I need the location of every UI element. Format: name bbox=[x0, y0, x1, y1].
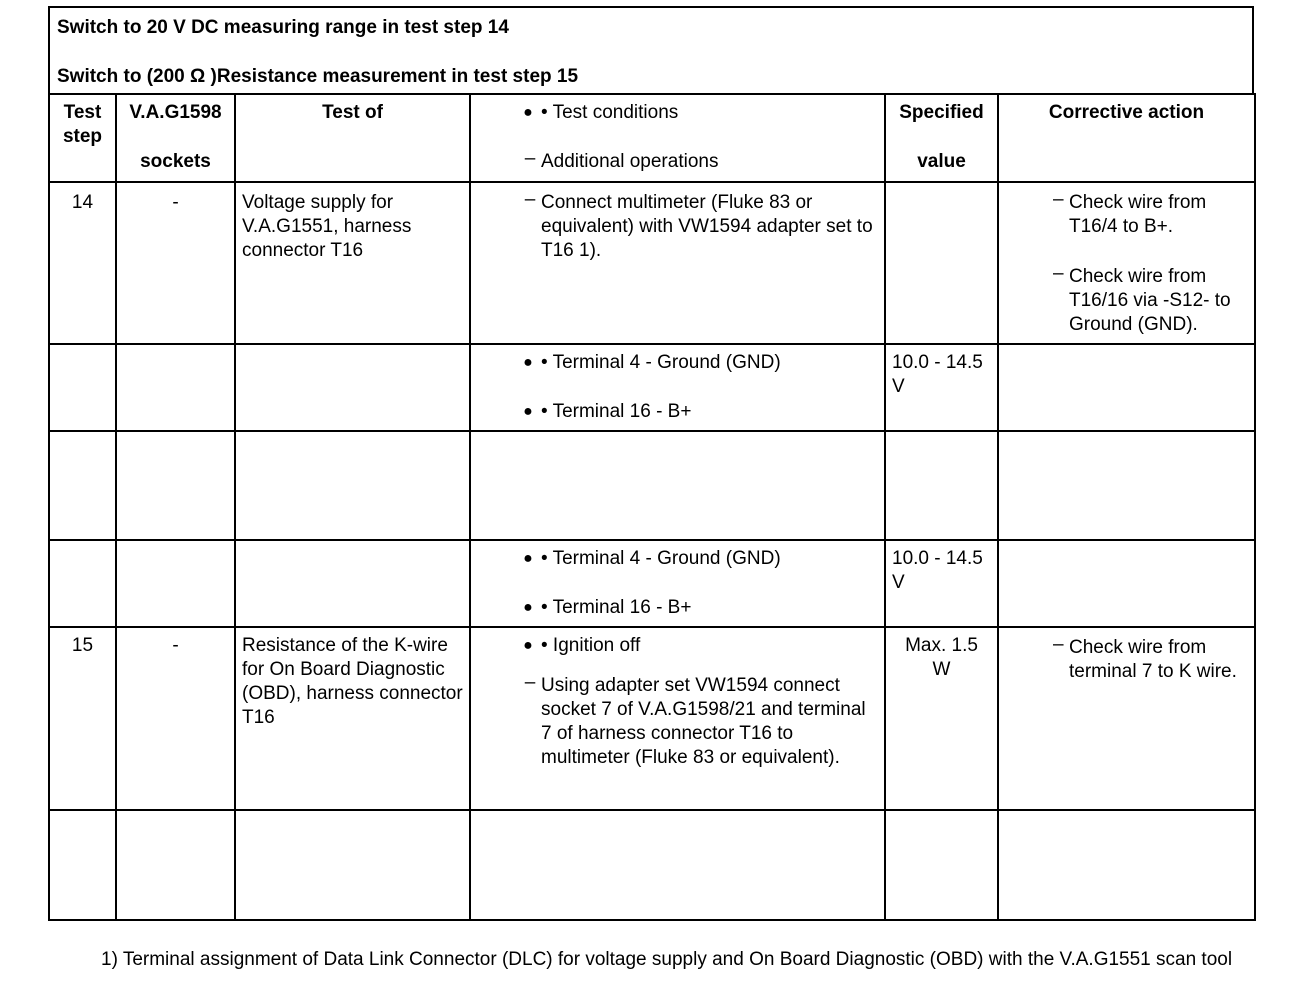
list-item: – Additional operations bbox=[524, 148, 719, 172]
dash-icon: – bbox=[1053, 189, 1064, 210]
cell-step: 14 bbox=[49, 182, 116, 344]
cell-sockets bbox=[116, 344, 235, 431]
header-line-1: Switch to 20 V DC measuring range in test step 14 bbox=[57, 17, 509, 38]
bullet-icon: ● bbox=[523, 104, 533, 121]
dash-icon: – bbox=[524, 189, 536, 210]
cell-corrective bbox=[998, 627, 1255, 810]
cell-specified bbox=[885, 431, 998, 540]
bullet-icon: ● bbox=[523, 550, 533, 567]
column-header-sockets: V.A.G1598 sockets bbox=[116, 94, 235, 182]
column-header-test-step: Test step bbox=[49, 94, 116, 182]
cell-conditions bbox=[470, 540, 885, 627]
column-header-test-of: Test of bbox=[235, 94, 470, 182]
cell-corrective bbox=[998, 431, 1255, 540]
cell-sockets bbox=[116, 810, 235, 920]
cell-specified: 10.0 - 14.5 V bbox=[885, 540, 998, 627]
cell-test-of bbox=[235, 431, 470, 540]
cell-corrective bbox=[998, 344, 1255, 431]
cell-specified: Max. 1.5 W bbox=[885, 627, 998, 810]
cell-step bbox=[49, 431, 116, 540]
bullet-icon: ● bbox=[523, 403, 533, 420]
cell-sockets bbox=[116, 540, 235, 627]
bullet-icon: ● bbox=[523, 637, 533, 654]
cell-test-of bbox=[235, 810, 470, 920]
column-header-corrective-action: Corrective action bbox=[998, 94, 1255, 182]
list-item: ● • Terminal 16 - B+ bbox=[471, 596, 884, 620]
list-item: – Check wire from terminal 7 to K wire. bbox=[1053, 634, 1237, 682]
bullet-icon: ● bbox=[523, 599, 533, 616]
list-item: – Using adapter set VW1594 connect socket 7 of V.A.G1598/21 and terminal 7 of harness connector T16 to multimeter (Fluke 83 or equivalent). bbox=[524, 672, 866, 768]
cell-conditions bbox=[470, 431, 885, 540]
table-row bbox=[49, 810, 1255, 920]
cell-sockets bbox=[116, 431, 235, 540]
list-item: – Connect multimeter (Fluke 83 or equivalent) with VW1594 adapter set to T16 1). bbox=[524, 189, 873, 261]
list-item: ● • Terminal 4 - Ground (GND) bbox=[471, 351, 884, 375]
cell-specified bbox=[885, 810, 998, 920]
cell-test-of: Resistance of the K-wire for On Board Diagnostic (OBD), harness connector T16 bbox=[235, 627, 470, 810]
cell-sockets: - bbox=[116, 627, 235, 810]
list-item: ● • Ignition off bbox=[471, 634, 884, 658]
column-header-specified-value: Specified value bbox=[885, 94, 998, 182]
table-row bbox=[49, 182, 1255, 344]
table-row bbox=[49, 344, 1255, 431]
dash-icon: – bbox=[1053, 634, 1064, 655]
header-line-2: Switch to (200 Ω )Resistance measurement in test step 15 bbox=[57, 66, 579, 87]
cell-step bbox=[49, 344, 116, 431]
list-item: – Check wire from T16/16 via -S12- to Ground (GND). bbox=[1053, 263, 1231, 335]
cell-conditions bbox=[470, 627, 885, 810]
procedure-header bbox=[48, 6, 1254, 93]
cell-corrective bbox=[998, 810, 1255, 920]
cell-step: 15 bbox=[49, 627, 116, 810]
procedure-document bbox=[48, 6, 1254, 921]
cell-specified: 10.0 - 14.5 V bbox=[885, 344, 998, 431]
list-item: – Check wire from T16/4 to B+. bbox=[1053, 189, 1207, 237]
list-item: ● • Terminal 16 - B+ bbox=[471, 400, 884, 424]
column-header-conditions bbox=[470, 94, 885, 182]
cell-test-of: Voltage supply for V.A.G1551, harness connector T16 bbox=[235, 182, 470, 344]
bullet-icon: ● bbox=[523, 354, 533, 371]
cell-corrective bbox=[998, 182, 1255, 344]
cell-sockets: - bbox=[116, 182, 235, 344]
table-header-row bbox=[49, 94, 1255, 182]
cell-conditions bbox=[470, 344, 885, 431]
footnote: 1) Terminal assignment of Data Link Connector (DLC) for voltage supply and On Board Diagnostic (OBD) with the V.A.G1551 scan tool bbox=[101, 949, 1233, 970]
table-row bbox=[49, 431, 1255, 540]
cell-corrective bbox=[998, 540, 1255, 627]
cell-test-of bbox=[235, 540, 470, 627]
list-item: ● • Test conditions bbox=[471, 101, 884, 125]
cell-step bbox=[49, 540, 116, 627]
dash-icon: – bbox=[524, 672, 536, 693]
dash-icon: – bbox=[524, 148, 536, 169]
cell-step bbox=[49, 810, 116, 920]
cell-conditions bbox=[470, 182, 885, 344]
cell-conditions bbox=[470, 810, 885, 920]
cell-test-of bbox=[235, 344, 470, 431]
test-procedure-table bbox=[48, 93, 1256, 921]
dash-icon: – bbox=[1053, 263, 1064, 284]
list-item: ● • Terminal 4 - Ground (GND) bbox=[471, 547, 884, 571]
cell-specified bbox=[885, 182, 998, 344]
table-row bbox=[49, 627, 1255, 810]
table-row bbox=[49, 540, 1255, 627]
